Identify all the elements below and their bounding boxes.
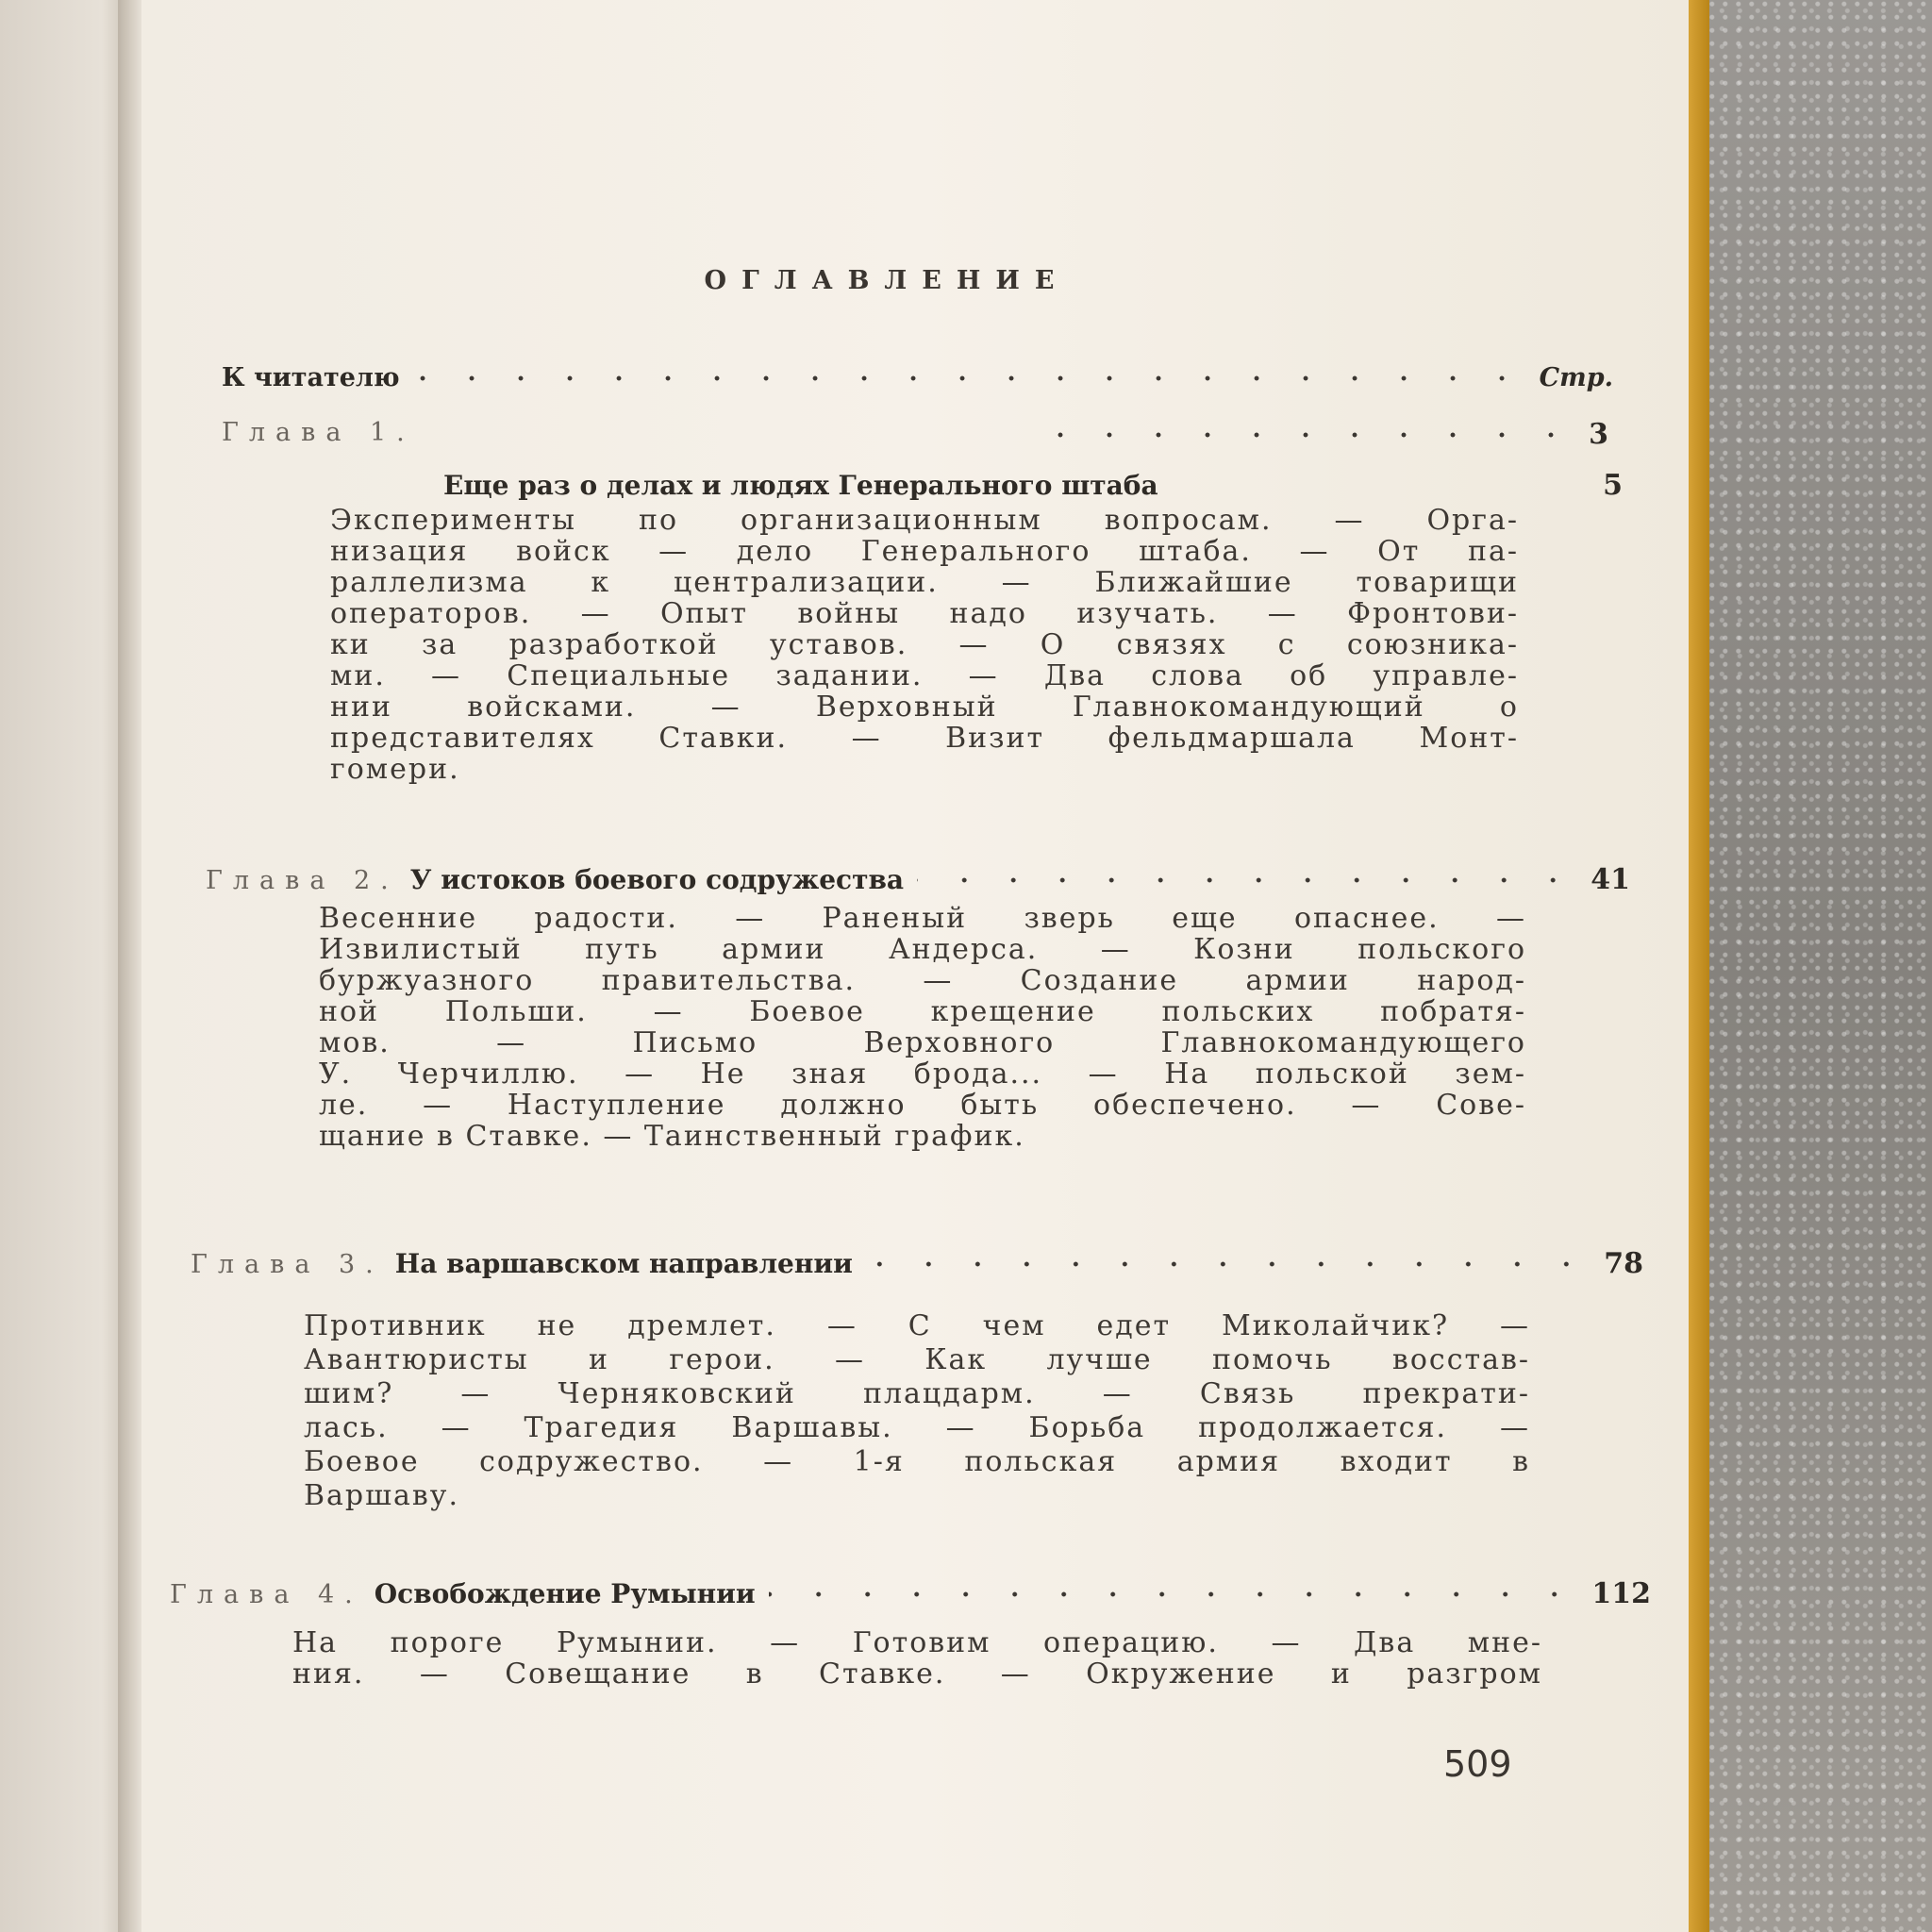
chapter-1-page: 5 bbox=[1603, 469, 1623, 502]
chapter-1-line: гомери. bbox=[330, 753, 460, 786]
chapter-2-line: щание в Ставке. — Таинственный график. bbox=[319, 1120, 1025, 1153]
chapter-3-line: лась. — Трагедия Варшавы. — Борьба продолжается. — bbox=[304, 1411, 1530, 1444]
leader-dots bbox=[413, 375, 1526, 381]
chapter-3-description bbox=[304, 1309, 1530, 1513]
chapter-1-line: низация войск — дело Генерального штаба. — От па- bbox=[330, 535, 1519, 568]
chapter-4-title: Освобождение Румынии bbox=[374, 1578, 756, 1609]
chapter-2-line: Извилистый путь армии Андерса. — Козни польского bbox=[319, 933, 1526, 966]
chapter-3-line: Противник не дремлет. — С чем едет Миколайчик? — bbox=[304, 1309, 1530, 1342]
chapter-2-line: буржуазного правительства. — Создание армии народ- bbox=[319, 964, 1526, 997]
chapter-3-title: На варшавском направлении bbox=[394, 1248, 853, 1279]
book-cover-edge bbox=[1689, 0, 1709, 1932]
leader-dots bbox=[917, 877, 1577, 883]
preface-title: К читателю bbox=[222, 363, 400, 392]
chapter-2-line: ной Польши. — Боевое крещение польских побратя- bbox=[319, 995, 1526, 1028]
toc-entry-chapter-1 bbox=[222, 418, 1354, 456]
toc-entry-chapter-2 bbox=[206, 863, 1630, 901]
chapter-2-line: ле. — Наступление должно быть обеспечено. — Сове- bbox=[319, 1089, 1526, 1122]
chapter-1-line: операторов. — Опыт войны надо изучать. — Фронтови- bbox=[330, 597, 1519, 630]
right-page bbox=[142, 0, 1689, 1932]
chapter-1-description bbox=[330, 505, 1519, 785]
chapter-3-line: Боевое содружество. — 1-я польская армия входит в bbox=[304, 1445, 1530, 1478]
chapter-3-page: 78 bbox=[1604, 1247, 1643, 1280]
toc-entry-chapter-3 bbox=[191, 1247, 1643, 1285]
toc-title: ОГЛАВЛЕНИЕ bbox=[704, 266, 1070, 295]
chapter-2-description bbox=[319, 903, 1526, 1152]
chapter-2-label: Глава 2. bbox=[206, 866, 399, 895]
chapter-1-line: нии войсками. — Верховный Главнокомандующий о bbox=[330, 691, 1519, 724]
chapter-4-description bbox=[292, 1627, 1542, 1690]
chapter-1-line: представителях Ставки. — Визит фельдмаршала Монт- bbox=[330, 722, 1519, 755]
chapter-4-line: ния. — Совещание в Ставке. — Окружение и разгром bbox=[292, 1657, 1542, 1690]
toc-entry-preface bbox=[222, 363, 1613, 401]
chapter-1-line: ми. — Специальные задании. — Два слова об управле- bbox=[330, 659, 1519, 692]
page-column-header: Стр. bbox=[1539, 363, 1613, 392]
chapter-1-line: Эксперименты по организационным вопросам. — Орга- bbox=[330, 504, 1519, 537]
chapter-1-label: Глава 1. bbox=[222, 418, 415, 447]
chapter-3-line: Авантюристы и герои. — Как лучше помочь восстав- bbox=[304, 1343, 1530, 1376]
chapter-1-preface-page: 3 bbox=[1589, 418, 1608, 451]
chapter-2-line: мов. — Письмо Верховного Главнокомандующего bbox=[319, 1026, 1526, 1059]
chapter-2-line: У. Черчиллю. — Не зная брода... — На польской зем- bbox=[319, 1058, 1526, 1091]
chapter-1-line: раллелизма к централизации. — Ближайшие товарищи bbox=[330, 566, 1519, 599]
chapter-2-page: 41 bbox=[1591, 863, 1630, 896]
chapter-1-line: ки за разработкой уставов. — О связях с союзника- bbox=[330, 628, 1519, 661]
background-cloth bbox=[1709, 0, 1932, 1932]
toc-entry-chapter-1-title bbox=[443, 469, 1623, 507]
chapter-3-line: шим? — Черняковский плацдарм. — Связь прекрати- bbox=[304, 1377, 1530, 1410]
chapter-1-title: Еще раз о делах и людях Генерального штаба bbox=[443, 470, 1158, 501]
table-of-contents bbox=[142, 0, 1689, 1932]
page-number: 509 bbox=[1443, 1743, 1512, 1785]
chapter-2-line: Весенние радости. — Раненый зверь еще опаснее. — bbox=[319, 902, 1526, 935]
chapter-3-label: Глава 3. bbox=[191, 1250, 384, 1279]
chapter-4-page: 112 bbox=[1591, 1577, 1651, 1610]
chapter-3-line: Варшаву. bbox=[304, 1479, 459, 1512]
chapter-2-title: У истоков боевого содружества bbox=[409, 864, 905, 895]
chapter-4-label: Глава 4. bbox=[170, 1580, 363, 1609]
toc-entry-chapter-4 bbox=[170, 1577, 1651, 1615]
left-page bbox=[0, 0, 127, 1932]
leader-dots bbox=[866, 1261, 1591, 1267]
leader-dots bbox=[769, 1591, 1579, 1597]
chapter-4-line: На пороге Румынии. — Готовим операцию. — Два мне- bbox=[292, 1626, 1542, 1659]
